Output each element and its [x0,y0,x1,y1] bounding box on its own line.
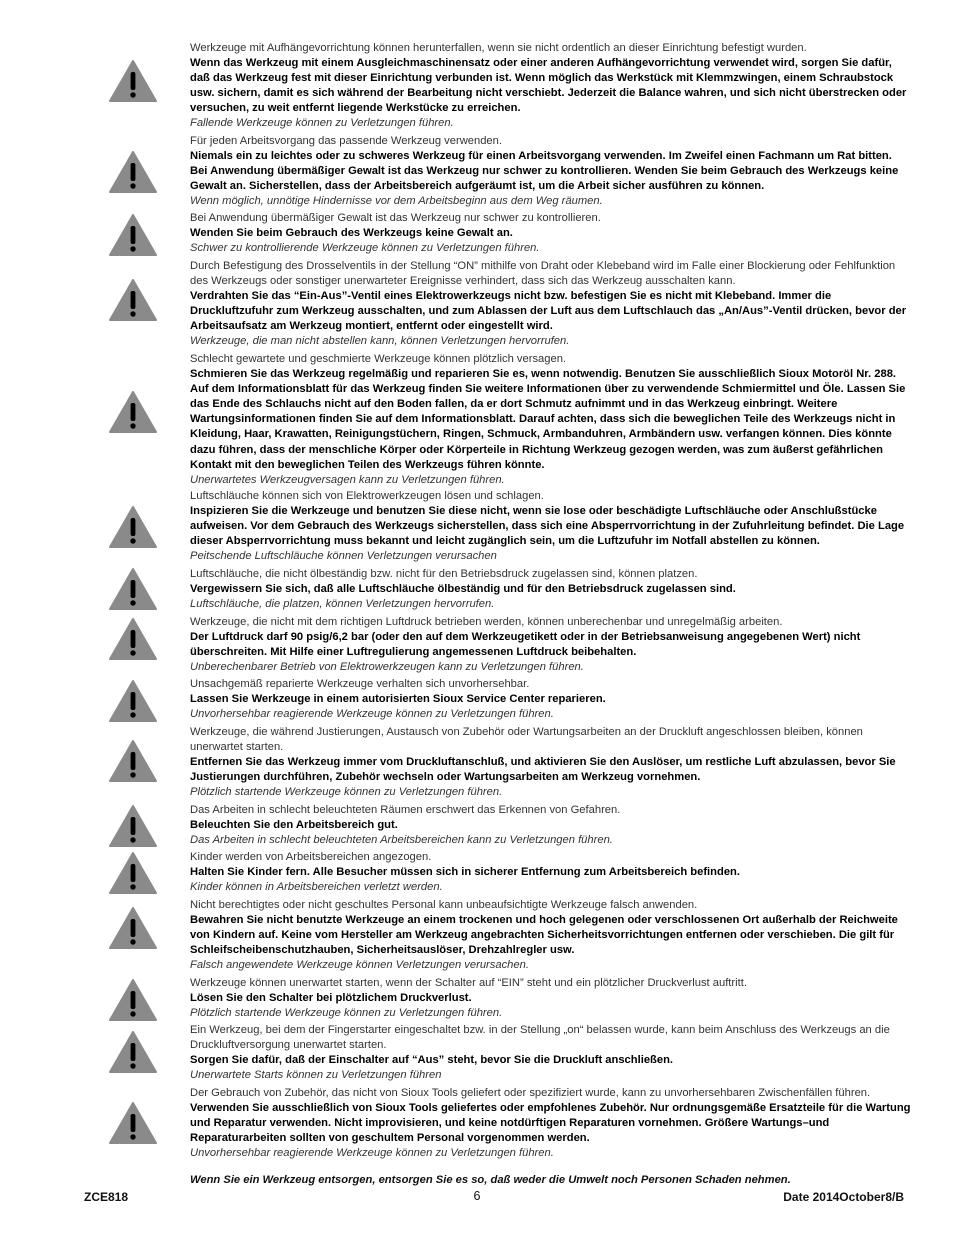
hazard-text: Kinder werden von Arbeitsbereichen angezogen. [190,851,432,863]
warning-text [190,1086,912,1161]
hazard-text: Unsachgemäß reparierte Werkzeuge verhalten sich unvorhersehbar. [190,678,530,690]
footer-date: Date 2014October8/B [783,1190,904,1204]
hazard-text: Werkzeuge können unerwartet starten, wenn der Schalter auf “EIN” steht und ein plötzlicher Druckverlust auftritt. [190,977,747,989]
hazard-text: Das Arbeiten in schlecht beleuchteten Räumen erschwert das Erkennen von Gefahren. [190,804,621,816]
warning-text [190,976,912,1021]
warning-triangle-icon [108,804,158,848]
result-text: Falsch angewendete Werkzeuge können Verletzungen verursachen. [190,959,529,972]
hazard-text: Nicht berechtigtes oder nicht geschultes Personal kann unbeaufsichtigte Werkzeuge falsch anwenden. [190,899,698,911]
hazard-text: Werkzeuge mit Aufhängevorrichtung können herunterfallen, wenn sie nicht ordentlich an dieser Einrichtung befestigt wurden. [190,42,807,54]
warning-text [190,259,912,350]
action-text: Halten Sie Kinder fern. Alle Besucher müssen sich in sicherer Entfernung zum Arbeitsbereich befinden. [190,866,740,879]
result-text: Luftschläuche, die platzen, können Verletzungen hervorrufen. [190,598,495,611]
warning-triangle-icon [108,150,158,194]
warning-triangle-icon [108,390,158,434]
action-text: Der Luftdruck darf 90 psig/6,2 bar (oder den auf dem Werkzeugetikett oder in der Betriebsanweisung angegebenen Wert) nicht überschreiten. Mit Hilfe einer Luftregulierung angemessenen Luftdruck beibehalten. [190,631,861,659]
action-text: Wenn das Werkzeug mit einem Ausgleichmaschinensatz oder einer anderen Aufhängevorrichtung verwendet wird, sorgen Sie dafür, daß das Werkzeug fest mit dieser Einrichtung verbunden ist. Wenn möglich das Werkstück mit Klemmzwingen, einem Schraubstock usw. sichern, damit es sich während der Bearbeitung nicht verschiebt. Jederzeit die Balance wahren, und sich nicht überstrecken oder versuchen, zu weit entfernt liegende Werkstücke zu erreichen. [190,57,907,115]
action-text: Beleuchten Sie den Arbeitsbereich gut. [190,819,398,832]
warning-triangle-icon [108,278,158,322]
warning-triangle-icon [108,851,158,895]
warning-text [190,352,912,488]
action-text: Lassen Sie Werkzeuge in einem autorisierten Sioux Service Center reparieren. [190,693,606,706]
warning-triangle-icon [108,505,158,549]
warning-triangle-icon [108,213,158,257]
result-text: Unberechenbarer Betrieb von Elektrowerkzeugen kann zu Verletzungen führen. [190,661,584,674]
hazard-text: Bei Anwendung übermäßiger Gewalt ist das Werkzeug nur schwer zu kontrollieren. [190,212,601,224]
hazard-text: Für jeden Arbeitsvorgang das passende Werkzeug verwenden. [190,135,502,147]
action-text: Schmieren Sie das Werkzeug regelmäßig und reparieren Sie es, wenn notwendig. Benutzen Sie ausschließlich Sioux Motoröl Nr. 288. Auf dem Informationsblatt für das Werkzeug finden Sie weitere Informationen über zu verwendende Schmiermittel und Öle. Lassen Sie das Ende des Schlauchs nicht auf den Boden fallen, da er dort Schmutz aufnimmt und in das Werkzeug einbringt. Weitere Wartungsinformationen finden Sie auf dem Informationsblatt. Darauf achten, dass sich die beweglichen Teile des Werkzeugs nicht in Kleidung, Haar, Krawatten, Reinigungstüchern, Ringen, Schmuck, Armbanduhren, Armbändern usw. verfangen können. Dies könnte dazu führen, dass der menschliche Körper oder Körperteile in Richtung Werkzeug gezogen werden, was zum äußerst gefährlichen Kontakt mit den beweglichen Teilen des Werkzeugs führen könnte. [190,368,906,471]
warning-triangle-icon [108,739,158,783]
footer-model-number: ZCE818 [84,1190,129,1204]
result-text: Unvorhersehbar reagierende Werkzeuge können zu Verletzungen führen. [190,708,554,721]
action-text: Verdrahten Sie das “Ein-Aus”-Ventil eines Elektrowerkzeugs nicht bzw. befestigen Sie es nicht mit Klebeband. Immer die Druckluftzufuhr zum Werkzeug ausschalten, und zum Ablassen der Luft aus dem Luftschlauch das „An/Aus”-Ventil drücken, bevor der Arbeitsaufsatz am Werkzeug montiert, entfernt oder eingestellt wird. [190,290,907,333]
result-text: Werkzeuge, die man nicht abstellen kann, können Verletzungen hervorrufen. [190,335,570,348]
action-text: Bewahren Sie nicht benutzte Werkzeuge an einem trockenen und hoch gelegenen oder verschlossenen Ort außerhalb der Reichweite von Kindern auf. Keine vom Hersteller am Werkzeug angebrachten Sicherheitsvorrichtungen entfernen oder verschieben. Die gilt für Schleifscheibenschutzhauben, Sicherheitsauslöser, Drehzahlregler usw. [190,914,898,957]
action-text: Entfernen Sie das Werkzeug immer vom Druckluftanschluß, und aktivieren Sie den Auslöser, um restliche Luft abzulassen, bevor Sie Justierungen durchführen, Zubehör wechseln oder Wartungsarbeiten am Werkzeug vornehmen. [190,756,896,784]
result-text: Unerwartete Starts können zu Verletzungen führen [190,1069,442,1082]
hazard-text: Luftschläuche können sich von Elektrowerkzeugen lösen und schlagen. [190,490,544,502]
warning-text [190,41,912,132]
hazard-text: Der Gebrauch von Zubehör, das nicht von Sioux Tools geliefert oder spezifiziert wurde, kann zu unvorhersehbaren Zwischenfällen führen. [190,1087,871,1099]
hazard-text: Werkzeuge, die während Justierungen, Austausch von Zubehör oder Wartungsarbeiten an der Druckluft angeschlossen bleiben, können unerwartet starten. [190,726,863,754]
warning-text [190,850,912,895]
warning-text [190,725,912,800]
action-text: Niemals ein zu leichtes oder zu schweres Werkzeug für einen Arbeitsvorgang verwenden. Im Zweifel einen Fachmann um Rat bitten. Bei Anwendung übermäßiger Gewalt ist das Werkzeug nur schwer zu kontrollieren. Wenden Sie beim Gebrauch des Werkzeugs keine Gewalt an. Sicherstellen, dass der Arbeitsbereich aufgeräumt ist, um die Arbeit sicher ausführen zu können. [190,150,899,193]
warning-text [190,677,912,722]
action-text: Inspizieren Sie die Werkzeuge und benutzen Sie diese nicht, wenn sie lose oder beschädigte Luftschläuche oder Anschlußstücke aufweisen. Vor dem Gebrauch des Werkzeugs sicherstellen, dass sich eine Absperrvorrichtung in der Zufuhrleitung befindet. Die Lage dieser Absperrvorrichtung muss bekannt und leicht zugänglich sein, um die Luftzufuhr im Notfall abstellen zu können. [190,505,905,548]
result-text: Unvorhersehbar reagierende Werkzeuge können zu Verletzungen führen. [190,1147,554,1160]
hazard-text: Durch Befestigung des Drosselventils in der Stellung “ON” mithilfe von Draht oder Klebeband wird im Falle einer Blockierung oder Fehlfunktion des Werkzeugs oder sonstiger unerwarteter Ereignisse verhindert, dass sich das Werkzeug ausschalten kann. [190,260,896,288]
result-text: Unerwartetes Werkzeugversagen kann zu Verletzungen führen. [190,473,505,486]
hazard-text: Werkzeuge, die nicht mit dem richtigen Luftdruck betrieben werden, können unberechenbar und unregelmäßig arbeiten. [190,616,783,628]
warning-text [190,1023,912,1083]
result-text: Plötzlich startende Werkzeuge können zu Verletzungen führen. [190,786,503,799]
warning-triangle-icon [108,617,158,661]
warning-triangle-icon [108,1101,158,1145]
warning-text [190,567,912,612]
warning-triangle-icon [108,978,158,1022]
result-text: Plötzlich startende Werkzeuge können zu Verletzungen führen. [190,1007,503,1020]
warning-triangle-icon [108,567,158,611]
disposal-note: Wenn Sie ein Werkzeug entsorgen, entsorgen Sie es so, daß weder die Umwelt noch Personen Schaden nehmen. [190,1174,791,1187]
action-text: Wenden Sie beim Gebrauch des Werkzeugs keine Gewalt an. [190,227,513,240]
action-text: Sorgen Sie dafür, daß der Einschalter auf “Aus” steht, bevor Sie die Druckluft anschließen. [190,1054,674,1067]
warning-triangle-icon [108,679,158,723]
warning-triangle-icon [108,1030,158,1074]
hazard-text: Schlecht gewartete und geschmierte Werkzeuge können plötzlich versagen. [190,353,567,365]
warning-text [190,898,912,973]
action-text: Lösen Sie den Schalter bei plötzlichem Druckverlust. [190,992,472,1005]
warning-triangle-icon [108,59,158,103]
action-text: Vergewissern Sie sich, daß alle Luftschläuche ölbeständig und für den Betriebsdruck zugelassen sind. [190,583,736,596]
result-text: Wenn möglich, unnötige Hindernisse vor dem Arbeitsbeginn aus dem Weg räumen. [190,195,603,208]
warning-text [190,211,912,256]
hazard-text: Ein Werkzeug, bei dem der Fingerstarter eingeschaltet bzw. in der Stellung „on“ belassen wurde, kann beim Anschluss des Werkzeugs an die Druckluftversorgung unerwartet starten. [190,1024,890,1052]
warning-triangle-icon [108,906,158,950]
result-text: Fallende Werkzeuge können zu Verletzungen führen. [190,117,454,130]
warning-text [190,615,912,675]
hazard-text: Luftschläuche, die nicht ölbeständig bzw. nicht für den Betriebsdruck zugelassen sind, können platzen. [190,568,698,580]
result-text: Kinder können in Arbeitsbereichen verletzt werden. [190,881,443,894]
result-text: Schwer zu kontrollierende Werkzeuge können zu Verletzungen führen. [190,242,540,255]
warning-text [190,489,912,564]
warning-text [190,134,912,209]
warning-text [190,803,912,848]
result-text: Das Arbeiten in schlecht beleuchteten Arbeitsbereichen kann zu Verletzungen führen. [190,834,613,847]
footer-page-number: 6 [473,1189,481,1203]
result-text: Peitschende Luftschläuche können Verletzungen verursachen [190,550,497,563]
action-text: Verwenden Sie ausschließlich von Sioux Tools geliefertes oder empfohlenes Zubehör. Nur ordnungsgemäße Ersatzteile für die Wartung und Reparatur verwenden. Nicht improvisieren, und keine notdürftigen Reparaturen vornehmen. Größere Wartungs–und Reparaturarbeiten sollten von geschultem Personal vorgenommen werden. [190,1102,911,1145]
